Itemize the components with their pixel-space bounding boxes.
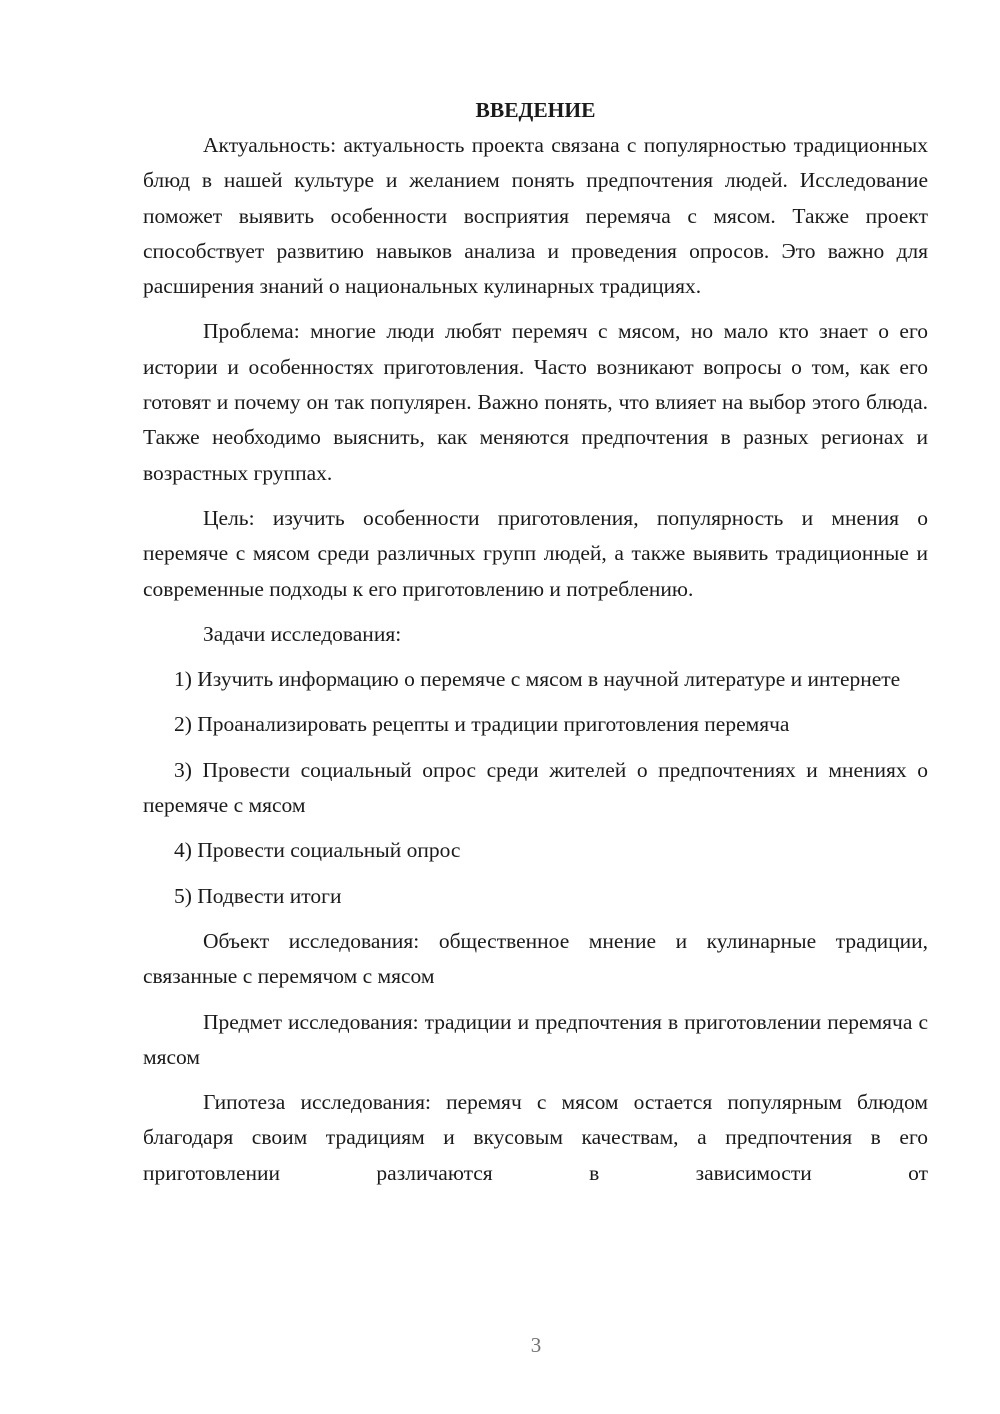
task-item-3: 3) Провести социальный опрос среди жителей о предпочтениях и мнениях о перемяче с мясом [143, 757, 928, 818]
task-item-4: 4) Провести социальный опрос [174, 838, 461, 863]
object-paragraph: Объект исследования: общественное мнение и кулинарные традиции, связанные с перемячом с мясом [143, 928, 928, 989]
page-title: ВВЕДЕНИЕ [475, 98, 596, 122]
document-page [143, 93, 928, 1191]
hypothesis-paragraph: Гипотеза исследования: перемяч с мясом остается популярным блюдом благодаря своим традициям и вкусовым качествам, а предпочтения в его приготовлении различаются в зависимости от [143, 1090, 928, 1185]
task-item-5: 5) Подвести итоги [174, 883, 342, 908]
subject-paragraph: Предмет исследования: традиции и предпочтения в приготовлении перемяча с мясом [143, 1009, 928, 1069]
tasks-heading: Задачи исследования: [203, 621, 402, 646]
relevance-paragraph: Актуальность: актуальность проекта связана с популярностью традиционных блюд в нашей культуре и желанием понять предпочтения людей. Исследование поможет выявить особенности восприятия перемяча с мясом. Также проект способствует развитию навыков анализа и проведения опросов. Это важно для расширения знаний о национальных кулинарных традициях. [143, 133, 928, 299]
task-item-2: 2) Проанализировать рецепты и традиции приготовления перемяча [174, 712, 790, 737]
task-item-1: 1) Изучить информацию о перемяче с мясом в научной литературе и интернете [174, 667, 901, 692]
problem-paragraph: Проблема: многие люди любят перемяч с мясом, но мало кто знает о его истории и особенностях приготовления. Часто возникают вопросы о том, как его готовят и почему он так популярен. Важно понять, что влияет на выбор этого блюда. Также необходимо выяснить, как меняются предпочтения в разных регионах и возрастных группах. [143, 319, 928, 485]
goal-paragraph: Цель: изучить особенности приготовления, популярность и мнения о перемяче с мясом среди различных групп людей, а также выявить традиционные и современные подходы к его приготовлению и потреблению. [143, 505, 928, 601]
page-number: 3 [530, 1333, 542, 1357]
